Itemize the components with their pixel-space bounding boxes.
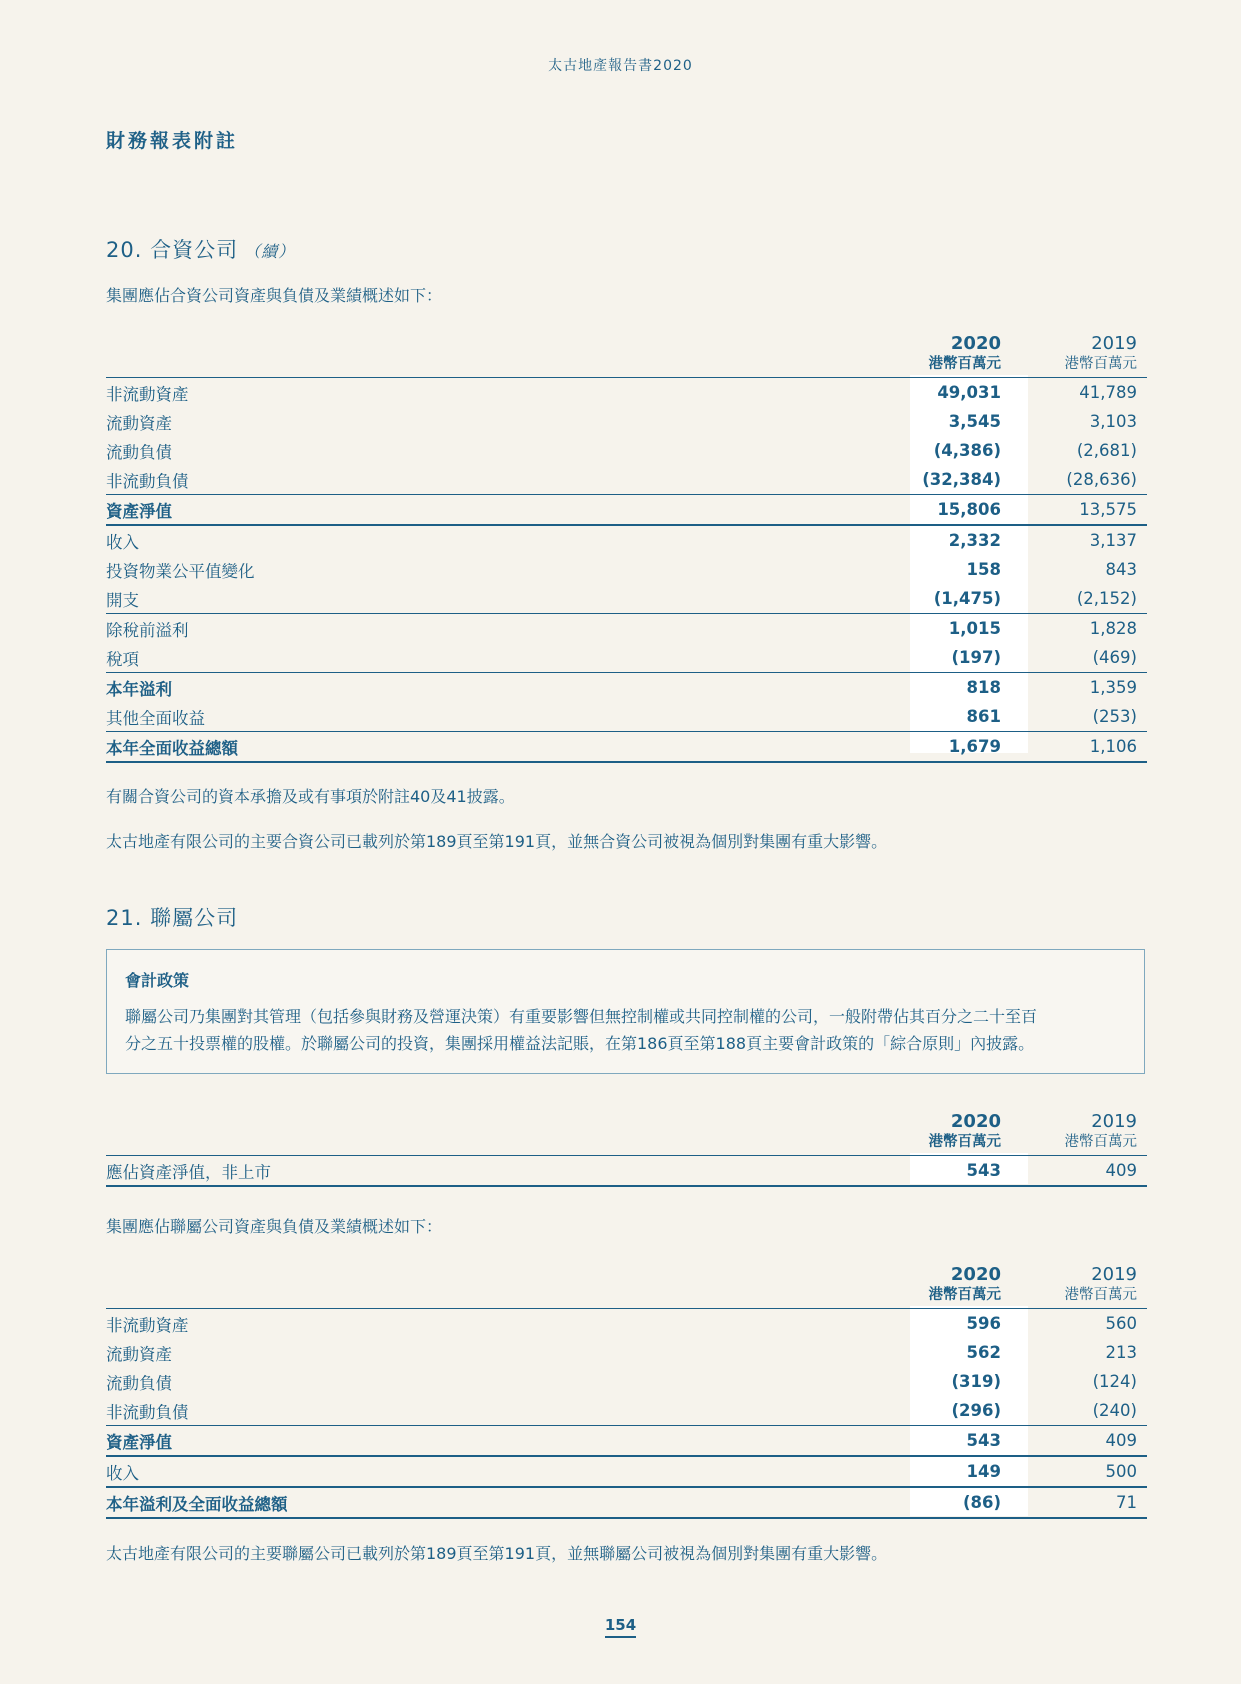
table-row: 稅項 (197) (469) bbox=[106, 648, 1137, 669]
column-header-2020: 2020 港幣百萬元 bbox=[928, 1264, 1001, 1303]
table-row: 資產淨值 15,806 13,575 bbox=[106, 495, 1147, 526]
table-row: 流動負債 (4,386) (2,681) bbox=[106, 441, 1137, 462]
note-21-para: 太古地產有限公司的主要聯屬公司已載列於第189頁至第191頁，並無聯屬公司被視為個別對集團有重大影響。 bbox=[106, 1544, 888, 1563]
policy-text bbox=[125, 1003, 1125, 1057]
note-20-intro: 集團應佔合資公司資產與負債及業績概述如下： bbox=[106, 286, 443, 305]
accounting-policy-box bbox=[106, 949, 1145, 1074]
table-row: 收入 2,332 3,137 bbox=[106, 531, 1137, 552]
note-20-continued: （續） bbox=[244, 242, 296, 261]
policy-line-1: 聯屬公司乃集團對其管理（包括參與財務及營運決策）有重要影響但無控制權或共同控制權的公司，一般附帶佔其百分之二十至百 bbox=[125, 1007, 1038, 1026]
note-21-title-text: 聯屬公司 bbox=[150, 906, 239, 930]
table-row: 除稅前溢利 1,015 1,828 bbox=[106, 614, 1147, 644]
jv-summary-table bbox=[106, 325, 1147, 763]
table-row: 非流動負債 (32,384) (28,636) bbox=[106, 470, 1137, 491]
table-row: 其他全面收益 861 (253) bbox=[106, 707, 1137, 728]
note-20-title-text: 合資公司 bbox=[150, 238, 239, 262]
table-row: 本年溢利及全面收益總額 (86) 71 bbox=[106, 1487, 1147, 1518]
note-20-title bbox=[106, 234, 295, 264]
column-header-2019: 2019 港幣百萬元 bbox=[1064, 1264, 1137, 1303]
note-21-number: 21. bbox=[106, 906, 143, 930]
note-21-title bbox=[106, 902, 238, 932]
note-21-intro: 集團應佔聯屬公司資產與負債及業績概述如下： bbox=[106, 1217, 443, 1236]
table-row: 本年全面收益總額 1,679 1,106 bbox=[106, 732, 1147, 763]
column-header-2019: 2019 港幣百萬元 bbox=[1064, 333, 1137, 372]
page-number: 154 bbox=[0, 1616, 1241, 1634]
column-header-2019: 2019 港幣百萬元 bbox=[1064, 1111, 1137, 1150]
associate-summary-table bbox=[106, 1256, 1147, 1519]
table-row: 收入 149 500 bbox=[106, 1456, 1147, 1487]
column-header-2020: 2020 港幣百萬元 bbox=[928, 333, 1001, 372]
table-row: 開支 (1,475) (2,152) bbox=[106, 589, 1137, 610]
table-row: 資產淨值 543 409 bbox=[106, 1426, 1147, 1457]
policy-title: 會計政策 bbox=[125, 971, 190, 990]
table-row: 非流動負債 (296) (240) bbox=[106, 1401, 1137, 1422]
table-row: 流動資產 3,545 3,103 bbox=[106, 412, 1137, 433]
column-header-2020: 2020 港幣百萬元 bbox=[928, 1111, 1001, 1150]
note-20-para-1: 有關合資公司的資本承擔及或有事項於附註40及41披露。 bbox=[106, 787, 515, 806]
report-header-title: 太古地產報告書2020 bbox=[548, 58, 693, 74]
table-row: 投資物業公平值變化 158 843 bbox=[106, 560, 1137, 581]
table-row: 流動負債 (319) (124) bbox=[106, 1372, 1137, 1393]
table-row: 本年溢利 818 1,359 bbox=[106, 673, 1147, 703]
table-row: 非流動資產 49,031 41,789 bbox=[106, 378, 1147, 408]
note-20-number: 20. bbox=[106, 238, 143, 262]
table-row: 應佔資產淨值，非上市 543 409 bbox=[106, 1156, 1147, 1187]
associate-net-assets-table bbox=[106, 1103, 1147, 1187]
table-row: 流動資產 562 213 bbox=[106, 1343, 1137, 1364]
note-20-para-2: 太古地產有限公司的主要合資公司已載列於第189頁至第191頁，並無合資公司被視為個別對集團有重大影響。 bbox=[106, 832, 888, 851]
policy-line-2: 分之五十投票權的股權。於聯屬公司的投資，集團採用權益法記賬，在第186頁至第188頁主要會計政策的「綜合原則」內披露。 bbox=[125, 1034, 1035, 1053]
section-heading: 財務報表附註 bbox=[106, 130, 239, 152]
table-row: 非流動資產 596 560 bbox=[106, 1309, 1147, 1339]
